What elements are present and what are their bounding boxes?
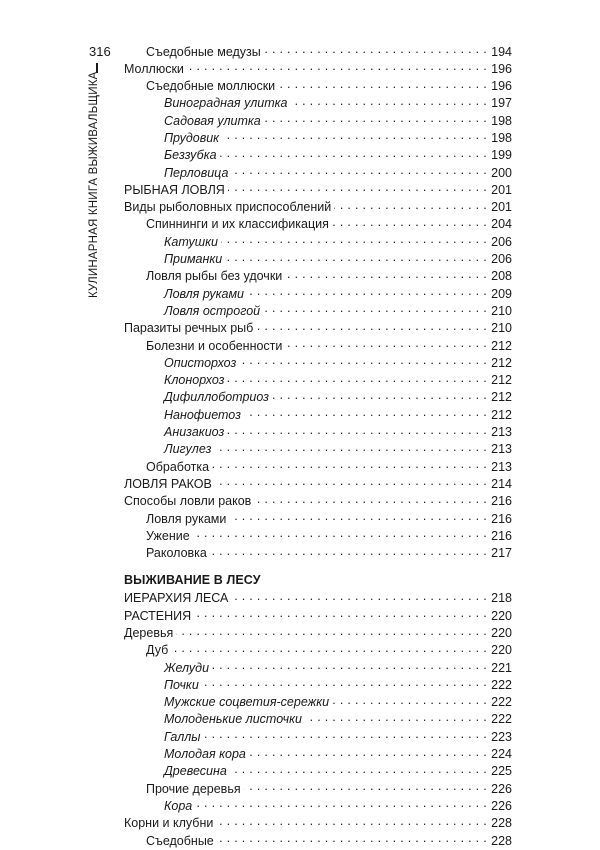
dot-leader bbox=[332, 694, 487, 707]
toc-entry bbox=[124, 60, 512, 77]
toc-entry-page: 201 bbox=[491, 200, 512, 215]
toc-entry-page: 224 bbox=[491, 747, 512, 762]
toc-entry bbox=[124, 780, 512, 797]
toc-entry bbox=[124, 268, 512, 285]
toc-entry bbox=[124, 406, 512, 423]
toc-entry bbox=[124, 676, 512, 693]
dot-leader bbox=[195, 797, 487, 810]
dot-leader bbox=[256, 320, 487, 333]
dot-leader bbox=[212, 458, 487, 471]
toc-entry-title: Анизакиоз bbox=[164, 425, 225, 440]
toc-entry-title: Дуб bbox=[146, 643, 169, 658]
dot-leader bbox=[239, 354, 487, 367]
page-number: 316 bbox=[89, 44, 111, 59]
toc-entry-page: 198 bbox=[491, 113, 512, 128]
dot-leader bbox=[263, 302, 487, 315]
toc-entry bbox=[124, 285, 512, 302]
toc-entry bbox=[124, 181, 512, 198]
toc-entry bbox=[124, 78, 512, 95]
dot-leader bbox=[222, 129, 487, 142]
toc-entry-title: Прудовик bbox=[164, 130, 220, 145]
dot-leader bbox=[215, 475, 487, 488]
section-heading: ВЫЖИВАНИЕ В ЛЕСУ bbox=[124, 572, 261, 587]
toc-entry-page: 214 bbox=[491, 476, 512, 491]
toc-entry-title: Ловля острогой bbox=[164, 303, 261, 318]
toc-entry-page: 210 bbox=[491, 321, 512, 336]
toc-entry-page: 200 bbox=[491, 165, 512, 180]
toc-entry-title: Корни и клубни bbox=[124, 816, 214, 831]
dot-leader bbox=[244, 406, 487, 419]
toc-entry-title: Лигулез bbox=[164, 442, 212, 457]
toc-entry bbox=[124, 43, 512, 60]
toc-entry bbox=[124, 354, 512, 371]
toc-entry-title: Болезни и особенности bbox=[146, 338, 283, 353]
toc-entry bbox=[124, 337, 512, 354]
toc-entry bbox=[124, 493, 512, 510]
toc-entry-title: Ловля рыбы без удочки bbox=[146, 269, 283, 284]
toc-entry bbox=[124, 372, 512, 389]
dot-leader bbox=[244, 780, 487, 793]
toc-entry-page: 196 bbox=[491, 61, 512, 76]
toc-entry bbox=[124, 797, 512, 814]
toc-entry bbox=[124, 659, 512, 676]
dot-leader bbox=[231, 590, 487, 603]
toc-entry-title: Виноградная улитка bbox=[164, 96, 288, 111]
toc-entry-title: Паразиты речных рыб bbox=[124, 321, 254, 336]
toc-entry-title: Ужение bbox=[146, 528, 190, 543]
dot-leader bbox=[254, 493, 487, 506]
toc-entry-page: 196 bbox=[491, 79, 512, 94]
toc-entry-title: ИЕРАРХИЯ ЛЕСА bbox=[124, 591, 229, 606]
dot-leader bbox=[249, 746, 487, 759]
dot-leader bbox=[212, 659, 487, 672]
dot-leader bbox=[194, 607, 487, 620]
toc-entry-page: 213 bbox=[491, 425, 512, 440]
toc-entry bbox=[124, 694, 512, 711]
toc-entry-title: Описторхоз bbox=[164, 355, 237, 370]
toc-entry-page: 209 bbox=[491, 286, 512, 301]
dot-leader bbox=[230, 763, 487, 776]
toc-entry bbox=[124, 164, 512, 181]
toc-entry-page: 225 bbox=[491, 764, 512, 779]
toc-entry-page: 222 bbox=[491, 677, 512, 692]
dot-leader bbox=[220, 147, 487, 160]
toc-entry bbox=[124, 607, 512, 624]
toc-entry-page: 216 bbox=[491, 494, 512, 509]
toc-entry-page: 212 bbox=[491, 338, 512, 353]
toc-entry-page: 223 bbox=[491, 729, 512, 744]
toc-entry-page: 221 bbox=[491, 660, 512, 675]
dot-leader bbox=[285, 337, 487, 350]
toc-entry bbox=[124, 129, 512, 146]
toc-entry bbox=[124, 216, 512, 233]
dot-leader bbox=[214, 441, 487, 454]
toc-entry-page: 206 bbox=[491, 234, 512, 249]
toc-entry-title: Способы ловли раков bbox=[124, 494, 252, 509]
dot-leader bbox=[334, 199, 487, 212]
toc-entry-page: 213 bbox=[491, 442, 512, 457]
dot-leader bbox=[290, 95, 487, 108]
toc-entry-page: 217 bbox=[491, 546, 512, 561]
toc-entry bbox=[124, 441, 512, 458]
toc-entry-title: Съедобные медузы bbox=[146, 44, 261, 59]
toc-entry-page: 226 bbox=[491, 781, 512, 796]
toc-entry-title: Мужские соцветия-сережки bbox=[164, 695, 330, 710]
toc-entry-title: Дифиллоботриоз bbox=[164, 390, 269, 405]
toc-entry bbox=[124, 832, 512, 849]
dot-leader bbox=[176, 625, 487, 638]
toc-entry-page: 194 bbox=[491, 44, 512, 59]
toc-entry-title: Древесина bbox=[164, 764, 227, 779]
toc-entry bbox=[124, 251, 512, 268]
toc-entry-page: 212 bbox=[491, 355, 512, 370]
toc-entry-title: Виды рыболовных приспособлений bbox=[124, 200, 332, 215]
toc-entry-page: 212 bbox=[491, 407, 512, 422]
toc-entry-title: Почки bbox=[164, 677, 199, 692]
dot-leader bbox=[171, 642, 487, 655]
toc-entry-title: Приманки bbox=[164, 252, 223, 267]
toc-entry-page: 212 bbox=[491, 373, 512, 388]
toc-entry bbox=[124, 746, 512, 763]
dot-leader bbox=[216, 815, 487, 828]
toc-entry-page: 228 bbox=[491, 833, 512, 848]
dot-leader bbox=[231, 164, 487, 177]
dot-leader bbox=[227, 372, 487, 385]
dot-leader bbox=[247, 285, 487, 298]
toc-entry-page: 210 bbox=[491, 303, 512, 318]
running-head-container bbox=[87, 71, 103, 298]
toc-entry bbox=[124, 147, 512, 164]
toc-entry-page: 220 bbox=[491, 643, 512, 658]
dot-leader bbox=[225, 251, 487, 264]
toc-entry bbox=[124, 815, 512, 832]
toc-entry-page: 206 bbox=[491, 252, 512, 267]
dot-leader bbox=[278, 78, 487, 91]
dot-leader bbox=[187, 60, 487, 73]
toc-section-part2 bbox=[124, 572, 512, 849]
toc-entry-title: Ловля руками bbox=[146, 511, 227, 526]
running-head: КУЛИНАРНАЯ КНИГА ВЫЖИВАЛЬЩИКА bbox=[88, 71, 100, 298]
toc-entry bbox=[124, 590, 512, 607]
toc-entry-title: Обработка bbox=[146, 459, 210, 474]
dot-leader bbox=[204, 728, 488, 741]
toc-entry-page: 197 bbox=[491, 96, 512, 111]
toc-entry bbox=[124, 302, 512, 319]
dot-leader bbox=[228, 181, 487, 194]
toc-entry bbox=[124, 711, 512, 728]
toc-entry bbox=[124, 389, 512, 406]
toc-entry-page: 199 bbox=[491, 148, 512, 163]
toc-entry-title: Прочие деревья bbox=[146, 781, 241, 796]
toc-entry-title: Спиннинги и их классификация bbox=[146, 217, 329, 232]
toc-entry-page: 222 bbox=[491, 695, 512, 710]
toc-entry-page: 198 bbox=[491, 130, 512, 145]
toc-entry-title: Ловля руками bbox=[164, 286, 244, 301]
dot-leader bbox=[305, 711, 487, 724]
toc-entry-page: 212 bbox=[491, 390, 512, 405]
toc-entry-page: 201 bbox=[491, 182, 512, 197]
toc-entry-title: Катушки bbox=[164, 234, 218, 249]
dot-leader bbox=[332, 216, 487, 229]
toc-entry-title: Нанофиетоз bbox=[164, 407, 241, 422]
toc-entry-title: Молоденькие листочки bbox=[164, 712, 302, 727]
toc-entry bbox=[124, 112, 512, 129]
toc-entry-page: 208 bbox=[491, 269, 512, 284]
toc-entry-title: Съедобные моллюски bbox=[146, 79, 276, 94]
toc-entry-page: 216 bbox=[491, 528, 512, 543]
dot-leader bbox=[285, 268, 487, 281]
toc-entry-title: Беззубка bbox=[164, 148, 217, 163]
toc-entry-page: 226 bbox=[491, 798, 512, 813]
toc-entry bbox=[124, 510, 512, 527]
toc-entry-page: 204 bbox=[491, 217, 512, 232]
toc-entry bbox=[124, 527, 512, 544]
toc-entry bbox=[124, 545, 512, 562]
table-of-contents bbox=[124, 43, 512, 849]
toc-entry bbox=[124, 475, 512, 492]
toc-entry-page: 213 bbox=[491, 459, 512, 474]
toc-entry-title: Деревья bbox=[124, 626, 174, 640]
dot-leader bbox=[264, 112, 487, 125]
dot-leader bbox=[264, 43, 487, 56]
toc-entry-page: 216 bbox=[491, 511, 512, 526]
toc-section-part1 bbox=[124, 43, 512, 562]
toc-entry-title: Молодая кора bbox=[164, 747, 246, 762]
toc-entry bbox=[124, 458, 512, 475]
toc-entry-title: Желуди bbox=[164, 660, 210, 675]
dot-leader bbox=[229, 510, 487, 523]
toc-entry-page: 218 bbox=[491, 591, 512, 606]
toc-entry-title: Садовая улитка bbox=[164, 113, 261, 128]
toc-entry-title: Раколовка bbox=[146, 546, 207, 561]
dot-leader bbox=[217, 832, 487, 845]
toc-entry bbox=[124, 728, 512, 745]
dot-leader bbox=[193, 527, 487, 540]
toc-entry-page: 220 bbox=[491, 626, 512, 640]
toc-entry-title: ЛОВЛЯ РАКОВ bbox=[124, 476, 212, 491]
toc-entry bbox=[124, 320, 512, 337]
dot-leader bbox=[227, 424, 487, 437]
toc-entry-title: РЫБНАЯ ЛОВЛЯ bbox=[124, 182, 225, 197]
toc-entry bbox=[124, 424, 512, 441]
toc-entry bbox=[124, 625, 512, 642]
toc-entry-page: 228 bbox=[491, 816, 512, 831]
toc-entry-page: 220 bbox=[491, 608, 512, 623]
toc-entry-title: Съедобные bbox=[146, 833, 214, 848]
toc-entry bbox=[124, 95, 512, 112]
toc-part2-entries bbox=[124, 590, 512, 849]
toc-entry bbox=[124, 642, 512, 659]
toc-entry-page: 222 bbox=[491, 712, 512, 727]
toc-entry-title: Клонорхоз bbox=[164, 373, 225, 388]
dot-leader bbox=[210, 545, 487, 558]
toc-entry-title: Перловица bbox=[164, 165, 229, 180]
toc-entry-title: Галлы bbox=[164, 729, 201, 744]
dot-leader bbox=[202, 676, 487, 689]
toc-entry bbox=[124, 763, 512, 780]
toc-entry-title: Моллюски bbox=[124, 61, 184, 76]
dot-leader bbox=[221, 233, 487, 246]
toc-entry bbox=[124, 199, 512, 216]
toc-entry-title: РАСТЕНИЯ bbox=[124, 608, 192, 623]
dot-leader bbox=[272, 389, 487, 402]
toc-entry-title: Кора bbox=[164, 798, 193, 813]
toc-entry bbox=[124, 233, 512, 250]
